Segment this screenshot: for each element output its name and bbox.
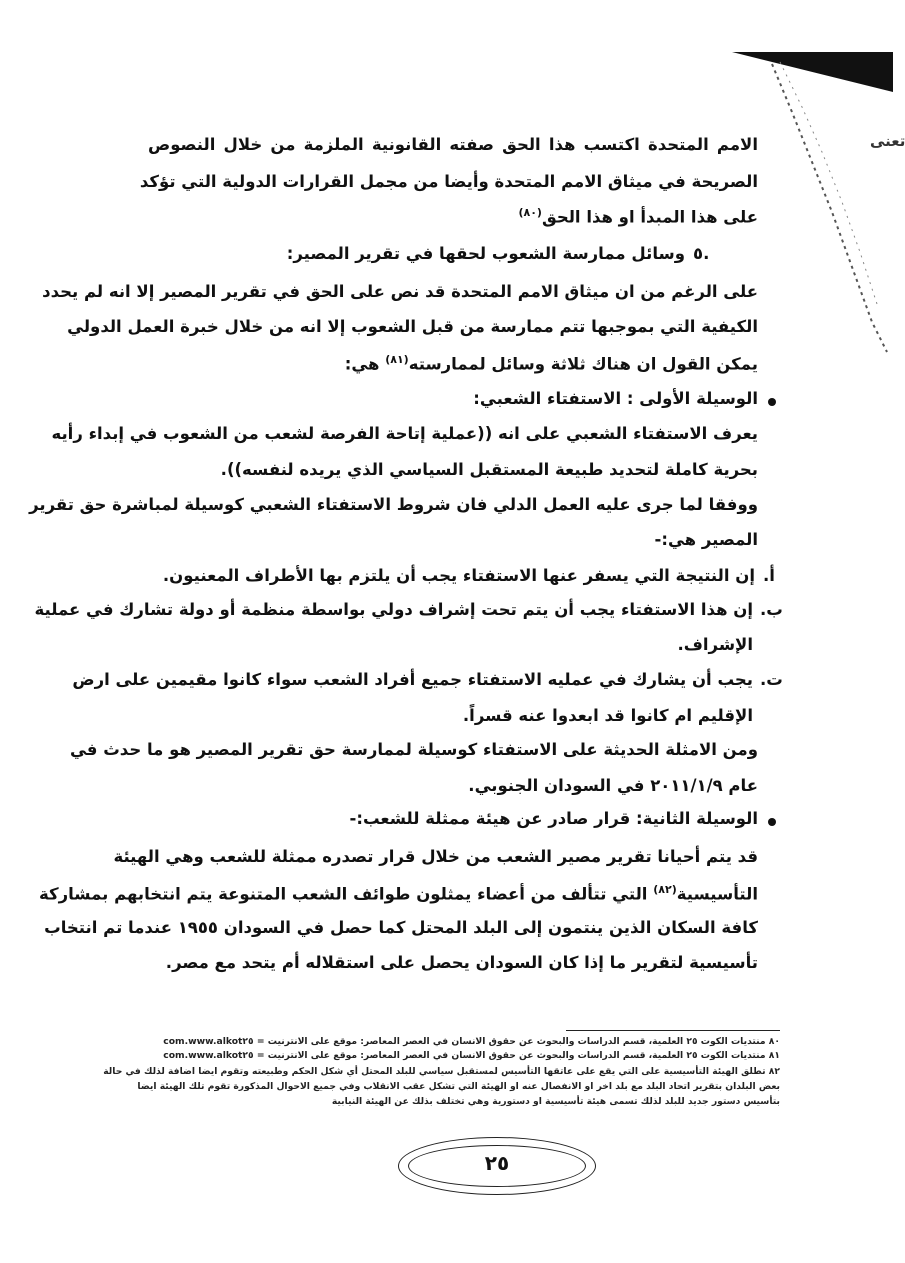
subheading: الوسيلة الثانية: قرار صادر عن هيئة ممثلة للشعب:- bbox=[349, 809, 758, 828]
bullet-point bbox=[768, 398, 776, 406]
text-line: ووفقا لما جرى عليه العمل الدلي فان شروط الاستفتاء الشعبي كوسيلة لمباشرة حق تقرير bbox=[29, 495, 758, 514]
text-line: ومن الامثلة الحديثة على الاستفتاء كوسيلة لممارسة حق تقرير المصير هو ما حدث في bbox=[69, 740, 758, 759]
page-number-badge bbox=[398, 1137, 596, 1195]
text-line: الصريحة في ميثاق الامم المتحدة وأيضا من مجمل القرارات الدولية التي تؤكد bbox=[139, 172, 758, 191]
footnote-separator bbox=[566, 1030, 780, 1031]
line-text: هي: bbox=[344, 354, 386, 374]
text-line: عام ٢٠١١/١/٩ في السودان الجنوبي. bbox=[468, 776, 758, 795]
section-heading: وسائل ممارسة الشعوب لحقها في تقرير المصير: bbox=[286, 244, 685, 263]
text-line bbox=[420, 206, 758, 227]
footnote-ref: (٨١) bbox=[385, 353, 409, 366]
line-text: على هذا المبدأ او هذا الحق bbox=[541, 207, 758, 227]
footnote: بتأسيس دستور جديد للبلد لذلك تسمى هيئة تأسيسية او دستورية وهي تختلف بذلك عن الهيئة النيابية bbox=[331, 1096, 780, 1107]
text-line: الامم المتحدة اكتسب هذا الحق صفته القانونية الملزمة من خلال النصوص bbox=[148, 135, 758, 154]
text-line: المصير هي:- bbox=[654, 530, 758, 549]
text-line: كافة السكان الذين ينتمون إلى البلد المحتل كما حصل في السودان ١٩٥٥ عندما تم انتخاب bbox=[44, 918, 758, 937]
text-line bbox=[39, 883, 758, 904]
footnote: ٨١ منتديات الكوت ٢٥ العلمية، قسم الدراسات والبحوث عن حقوق الانسان في العصر المعاصر: موقع على الانترنيت = www.alkot٢٥.com bbox=[163, 1050, 780, 1061]
page-number: ٢٥ bbox=[484, 1151, 510, 1175]
text-line: بحرية كاملة لتحديد طبيعة المستقبل السياسي الذي يريده لنفسه)). bbox=[220, 460, 758, 479]
list-marker: أ. bbox=[763, 566, 775, 585]
text-line: يعرف الاستفتاء الشعبي على انه ((عملية إتاحة الفرصة لشعب من الشعوب في إبداء رأيه bbox=[51, 424, 758, 443]
text-line bbox=[344, 353, 758, 374]
subheading: الوسيلة الأولى : الاستفتاء الشعبي: bbox=[473, 389, 758, 408]
list-item: إن النتيجة التي يسفر عنها الاستفتاء يجب أن يلتزم بها الأطراف المعنيون. bbox=[162, 566, 755, 585]
footnote: ٨٠ منتديات الكوت ٢٥ العلمية، قسم الدراسات والبحوث عن حقوق الانسان في العصر المعاصر: موقع على الانترنيت = www.alkot٢٥.com bbox=[163, 1036, 780, 1047]
list-item-continuation: الإقليم ام كانوا قد ابعدوا عنه قسراً. bbox=[462, 706, 753, 725]
list-item: إن هذا الاستفتاء يجب أن يتم تحت إشراف دولي بواسطة منظمة أو دولة تشارك في عملية bbox=[34, 600, 753, 619]
line-text: التأسيسية bbox=[676, 884, 758, 904]
section-number: ٥. bbox=[693, 244, 710, 263]
line-text: يمكن القول ان هناك ثلاثة وسائل لممارسته bbox=[408, 354, 758, 374]
text-line: قد يتم أحيانا تقرير مصير الشعب من خلال قرار تصدره ممثلة للشعب وهي الهيئة bbox=[113, 847, 758, 866]
list-item-continuation: الإشراف. bbox=[677, 635, 753, 654]
footnote: ٨٢ تطلق الهيئة التأسيسية على التي يقع على عاتقها التأسيس لمستقبل سياسي للبلد المحتل أي شكل الحكم وطبيعته وتقوم ايضا اضافة لذلك في حالة bbox=[103, 1066, 780, 1077]
footnote-ref: (٨٢) bbox=[653, 883, 677, 896]
bullet-point bbox=[768, 818, 776, 826]
footnote: بعض البلدان بتقرير اتحاد البلد مع بلد اخر او الانفصال عنه او الهيئة التي تشكل عقب الانقلاب وفي جميع الاحوال المذكورة تقوم تلك الهيئة ايضا bbox=[137, 1081, 780, 1092]
text-line: الكيفية التي بموجبها تتم ممارسة من قبل الشعوب إلا انه من خلال خبرة العمل الدولي bbox=[67, 317, 758, 336]
list-item: يجب أن يشارك في عمليه الاستفتاء جميع أفراد الشعب سواء كانوا مقيمين على ارض bbox=[72, 670, 753, 689]
text-line: تأسيسية لتقرير ما إذا كان السودان يحصل على استقلاله أم يتحد مع مصر. bbox=[165, 953, 758, 972]
text-line: على الرغم من ان ميثاق الامم المتحدة قد نص على الحق في تقرير المصير إلا انه لم يحدد bbox=[42, 282, 758, 301]
margin-text-fragment: تعنى bbox=[870, 132, 905, 150]
footnote-ref: (٨٠) bbox=[518, 206, 542, 219]
list-marker: ت. bbox=[760, 670, 783, 689]
page-corner-shadow bbox=[732, 52, 893, 352]
line-text: التي تتألف من أعضاء يمثلون طوائف الشعب المتنوعة يتم انتخابهم بمشاركة bbox=[39, 884, 654, 904]
list-marker: ب. bbox=[760, 600, 783, 619]
